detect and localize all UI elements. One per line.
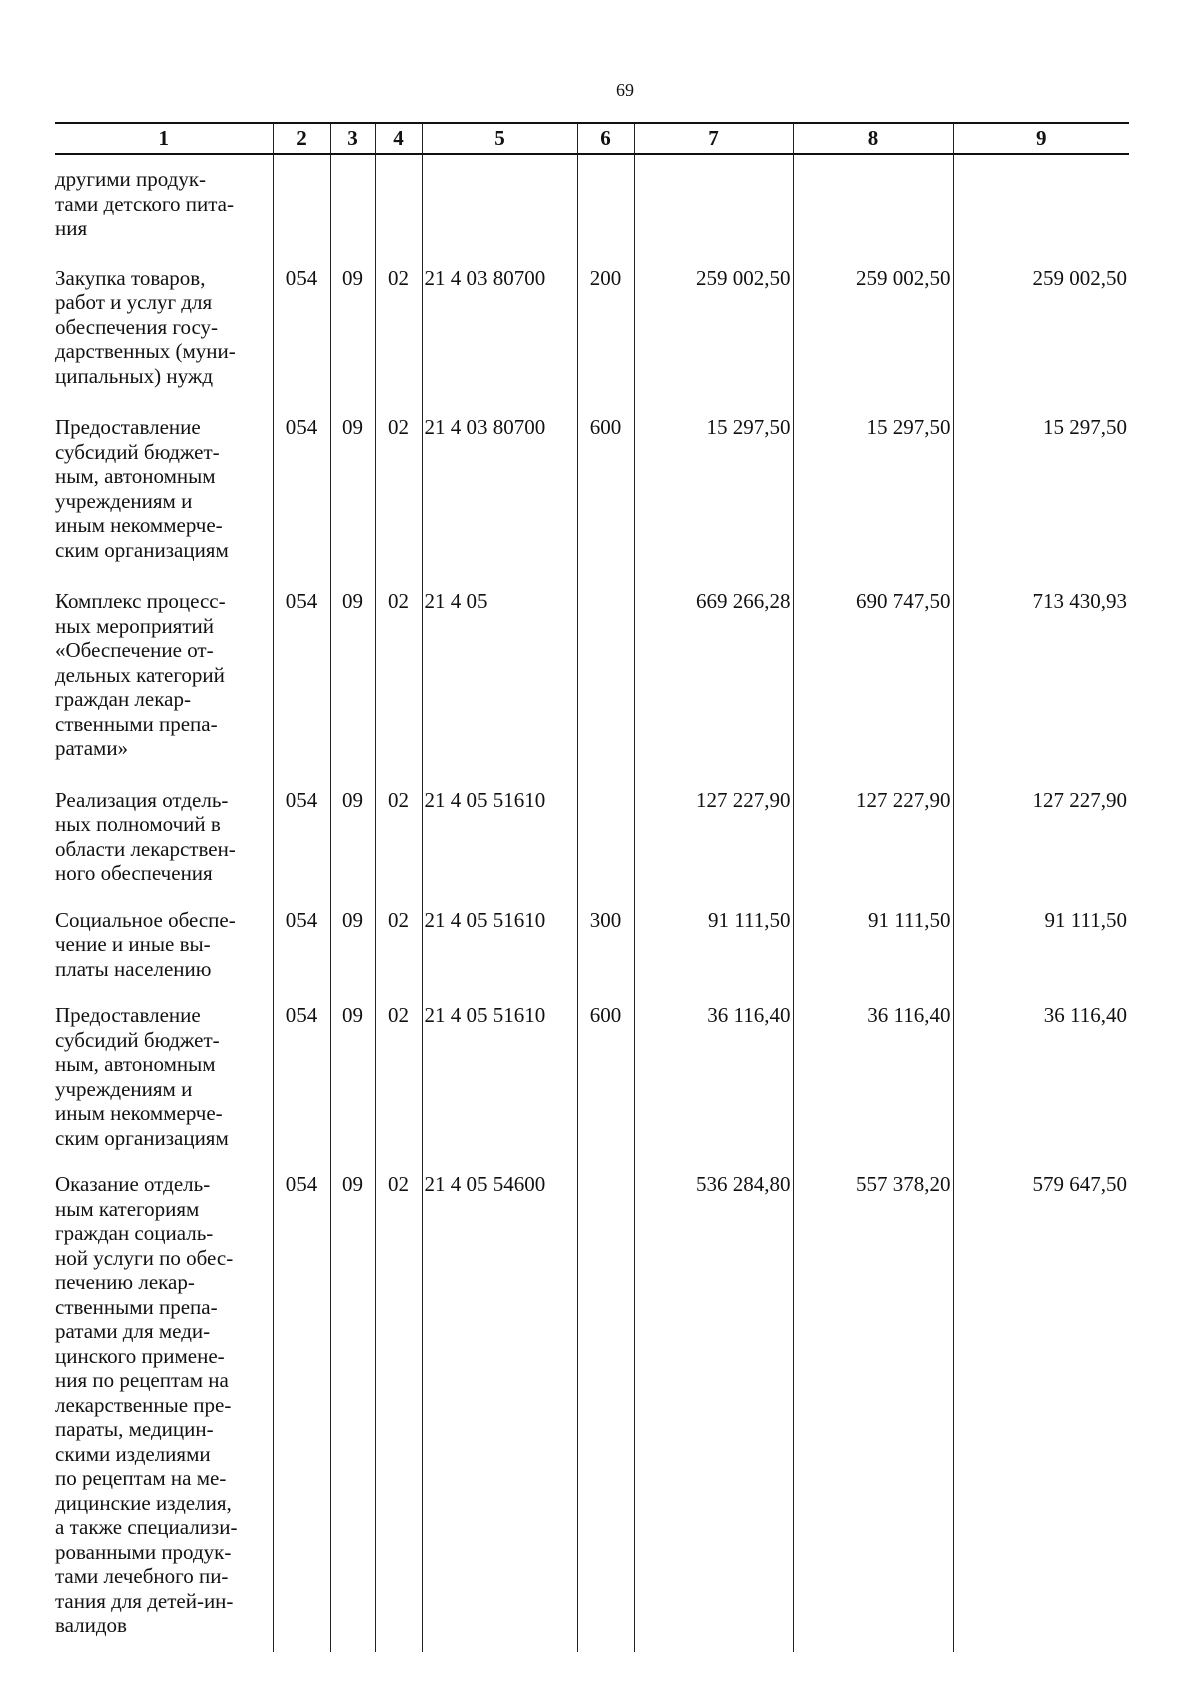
row-name: Комплекс процесс- ных мероприятий «Обеспечение от- дельных категорий граждан лекар- ственными препа- ратами» — [55, 589, 226, 760]
row-amount-year3: 259 002,50 — [953, 266, 1129, 389]
header-col-9: 9 — [953, 123, 1129, 154]
table-row — [55, 788, 1129, 886]
row-code-ministry: 054 — [273, 589, 330, 761]
row-code-ministry: 054 — [273, 1003, 330, 1150]
row-amount-year1: 127 227,90 — [634, 788, 793, 886]
row-code-subsection: 02 — [375, 788, 422, 886]
table-header — [55, 123, 1129, 154]
header-col-2: 2 — [273, 123, 330, 154]
header-col-8: 8 — [793, 123, 953, 154]
row-code-section: 09 — [330, 589, 375, 761]
row-spacer — [55, 761, 1129, 788]
row-code-ministry: 054 — [273, 908, 330, 982]
row-code-target: 21 4 05 51610 — [422, 788, 577, 886]
row-spacer — [55, 886, 1129, 908]
header-col-6: 6 — [577, 123, 634, 154]
row-amount-year3: 127 227,90 — [953, 788, 1129, 886]
row-spacer — [55, 241, 1129, 266]
row-spacer — [55, 562, 1129, 589]
header-row — [55, 123, 1129, 154]
row-name: Социальное обеспе- чение и иные вы- платы населению — [55, 907, 236, 981]
header-col-5: 5 — [422, 123, 577, 154]
row-code-target: 21 4 03 80700 — [422, 266, 577, 389]
row-name: Предоставление субсидий бюджет- ным, автономным учреждениям и иным некоммерче- ским организациям — [55, 415, 229, 562]
row-code-section: 09 — [330, 415, 375, 562]
row-code-expense-type: 200 — [577, 266, 634, 389]
row-amount-year3: 36 116,40 — [953, 1003, 1129, 1150]
row-amount-year1: 259 002,50 — [634, 266, 793, 389]
table-row — [55, 908, 1129, 982]
table-row — [55, 589, 1129, 761]
row-code-section: 09 — [330, 1003, 375, 1150]
row-amount-year3: 713 430,93 — [953, 589, 1129, 761]
row-amount-year1: 669 266,28 — [634, 589, 793, 761]
row-code-expense-type — [577, 589, 634, 761]
row-amount-year3: 15 297,50 — [953, 415, 1129, 562]
row-amount-year2: 91 111,50 — [793, 908, 953, 982]
table-row — [55, 266, 1129, 389]
row-name: Закупка товаров, работ и услуг для обеспечения госу- дарственных (муни- ципальных) нужд — [55, 265, 236, 388]
row-amount-year1: 15 297,50 — [634, 415, 793, 562]
row-code-ministry: 054 — [273, 415, 330, 562]
table-row — [55, 415, 1129, 562]
row-amount-year3: 579 647,50 — [953, 1172, 1129, 1638]
row-amount-year2: 259 002,50 — [793, 266, 953, 389]
row-code-expense-type — [577, 788, 634, 886]
row-code-target: 21 4 03 80700 — [422, 415, 577, 562]
row-code-ministry: 054 — [273, 788, 330, 886]
continuation-text: другими продук- тами детского пита- ния — [55, 167, 234, 240]
header-col-3: 3 — [330, 123, 375, 154]
budget-table-container — [55, 122, 1129, 1652]
row-code-expense-type: 600 — [577, 1003, 634, 1150]
row-code-ministry: 054 — [273, 266, 330, 389]
table-row — [55, 1172, 1129, 1638]
table-body — [55, 154, 1129, 1652]
header-col-4: 4 — [375, 123, 422, 154]
row-spacer — [55, 981, 1129, 1003]
row-amount-year3: 91 111,50 — [953, 908, 1129, 982]
budget-table — [55, 122, 1129, 1652]
row-code-subsection: 02 — [375, 589, 422, 761]
row-name: Предоставление субсидий бюджет- ным, автономным учреждениям и иным некоммерче- ским организациям — [55, 1003, 229, 1150]
row-spacer — [55, 1150, 1129, 1172]
row-code-subsection: 02 — [375, 1003, 422, 1150]
row-amount-year2: 15 297,50 — [793, 415, 953, 562]
row-amount-year2: 36 116,40 — [793, 1003, 953, 1150]
row-code-section: 09 — [330, 1172, 375, 1638]
page-number: 69 — [616, 80, 634, 100]
row-amount-year2: 557 378,20 — [793, 1172, 953, 1638]
row-spacer — [55, 1638, 1129, 1652]
header-col-1: 1 — [55, 123, 273, 154]
continuation-row — [55, 154, 1129, 241]
row-code-ministry: 054 — [273, 1172, 330, 1638]
header-col-7: 7 — [634, 123, 793, 154]
row-code-target: 21 4 05 51610 — [422, 908, 577, 982]
row-spacer — [55, 388, 1129, 415]
row-amount-year2: 127 227,90 — [793, 788, 953, 886]
row-code-target: 21 4 05 — [422, 589, 577, 761]
row-code-subsection: 02 — [375, 266, 422, 389]
row-code-subsection: 02 — [375, 908, 422, 982]
row-code-expense-type: 600 — [577, 415, 634, 562]
row-code-expense-type: 300 — [577, 908, 634, 982]
row-code-target: 21 4 05 51610 — [422, 1003, 577, 1150]
row-code-subsection: 02 — [375, 1172, 422, 1638]
row-name: Реализация отдель- ных полномочий в области лекарствен- ного обеспечения — [55, 787, 236, 885]
table-row — [55, 1003, 1129, 1150]
row-amount-year1: 91 111,50 — [634, 908, 793, 982]
row-code-section: 09 — [330, 788, 375, 886]
row-code-subsection: 02 — [375, 415, 422, 562]
row-name: Оказание отдель- ным категориям граждан социаль- ной услуги по обес- печению лекар- ственными препа- ратами для меди- цинского примене- ния по рецептам на лекарственные пре- параты, медицин- скими изделиями по рецептам на ме- дицинские изделия, а также специализи- рованными продук- тами лечебного пи- тания для детей-ин- валидов — [55, 1172, 238, 1637]
row-amount-year1: 536 284,80 — [634, 1172, 793, 1638]
row-amount-year2: 690 747,50 — [793, 589, 953, 761]
row-code-target: 21 4 05 54600 — [422, 1172, 577, 1638]
row-code-expense-type — [577, 1172, 634, 1638]
row-code-section: 09 — [330, 266, 375, 389]
row-amount-year1: 36 116,40 — [634, 1003, 793, 1150]
row-code-section: 09 — [330, 908, 375, 982]
